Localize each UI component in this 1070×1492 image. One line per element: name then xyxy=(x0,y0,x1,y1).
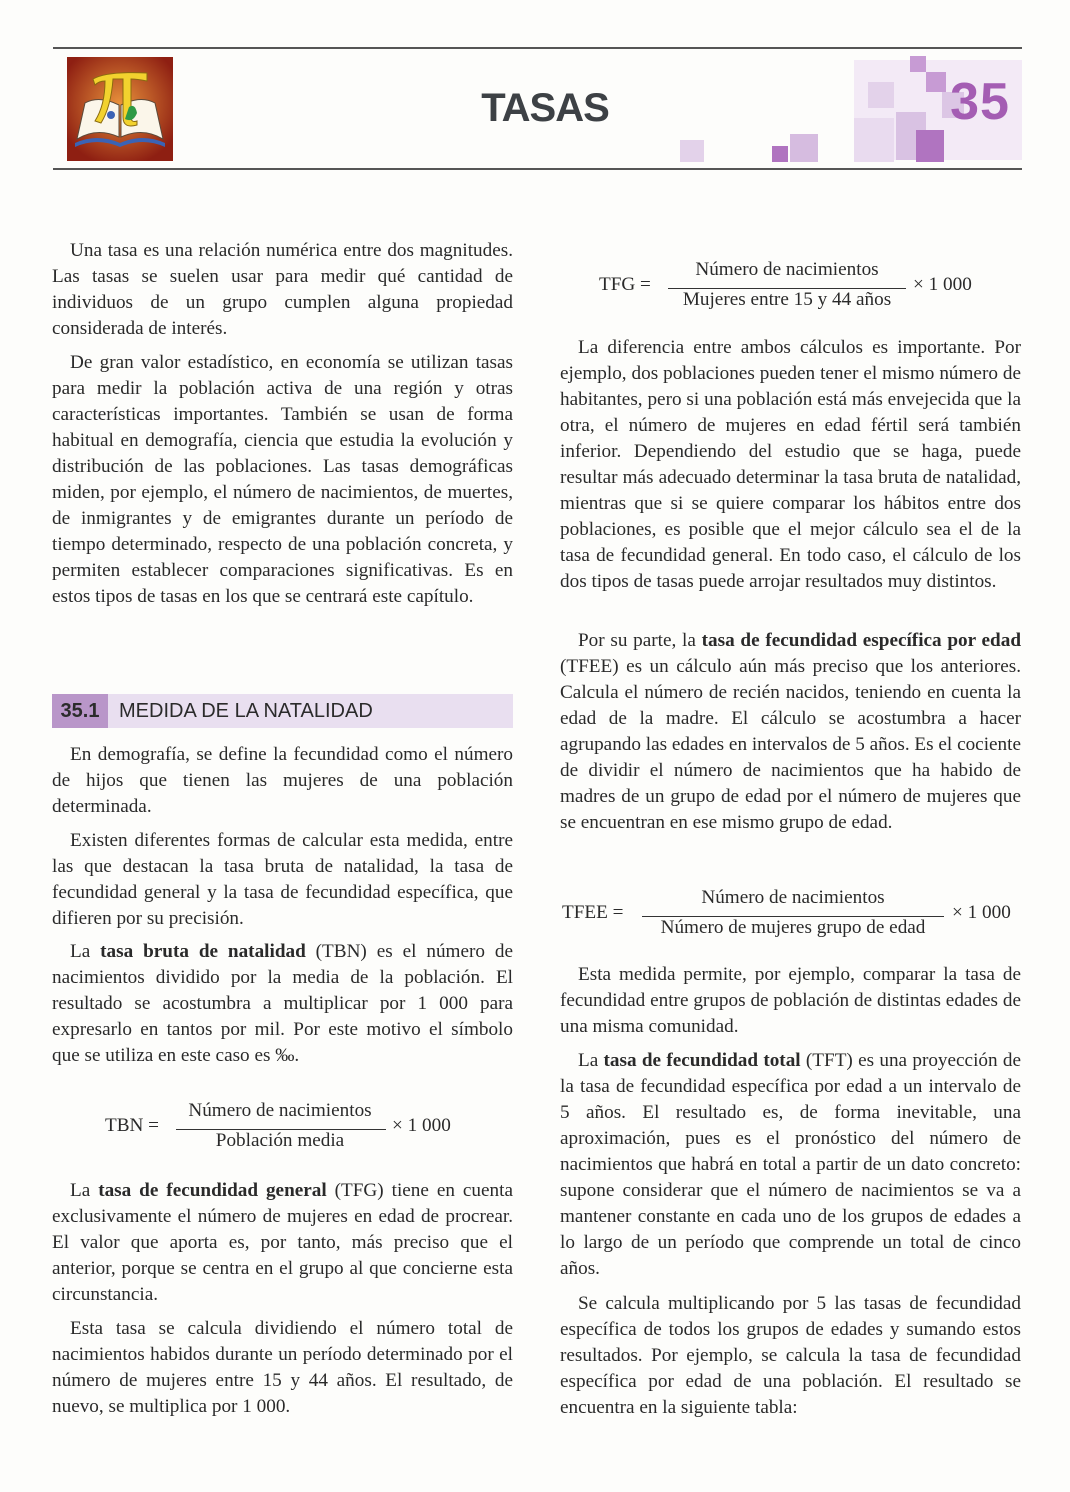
paragraph: La tasa de fecundidad total (TFT) es una proyección de la tasa de fecundidad específica por edad a un intervalo de 5 años. El resultado es, de forma inevitable, una aproximación, pues es el pronóstico del número de nacimientos que habrá en total a partir de un dato concreto: supone considerar que el número de nacimientos se va a mantener constante en cada uno de los grupos de edades a lo largo de un período que comprende un total de cinco años. xyxy=(560,1050,1021,1279)
paragraph: Esta tasa se calcula dividiendo el número total de nacimientos habidos durante un período determinado por el número de mujeres entre 15 y 44 años. El resultado, de nuevo, se multiplica por 1 000. xyxy=(52,1318,513,1417)
formula-lhs: TFEE = xyxy=(562,902,624,923)
formula-numerator: Número de nacimientos xyxy=(701,887,885,908)
formula-denominator: Número de mujeres grupo de edad xyxy=(660,917,926,938)
paragraph: Existen diferentes formas de calcular esta medida, entre las que destacan la tasa bruta de natalidad, la tasa de fecundidad general y la tasa de fecundidad específica, que difieren por su precisión. xyxy=(52,830,513,929)
section-title: MEDIDA DE LA NATALIDAD xyxy=(119,700,373,722)
paragraph: De gran valor estadístico, en economía se utilizan tasas para medir la población activa de una región y otras características importantes. También se usan de forma habitual en demografía, ciencia que estudia la evolución y distribución de las poblaciones. Las tasas demográficas miden, por ejemplo, el número de nacimientos, de muertes, de inmigrantes y de emigrantes durante un período de tiempo determinado, respecto de una población concreta, y permiten establecer comparaciones significativas. Es en estos tipos de tasas en los que se centrará este capítulo. xyxy=(52,352,513,607)
term: tasa bruta de natalidad xyxy=(100,941,306,962)
section-number: 35.1 xyxy=(52,694,108,728)
chapter-number: 35 xyxy=(950,73,1010,131)
formula-denominator: Población media xyxy=(215,1130,345,1151)
section-heading xyxy=(52,694,513,728)
chapter-title: TASAS xyxy=(481,86,609,130)
paragraph: La tasa bruta de natalidad (TBN) es el número de nacimientos dividido por la media de la población. El resultado se acostumbra a multiplicar por 1 000 para expresarlo en tantos por mil. Por este motivo el símbolo que se utiliza en este caso es ‰. xyxy=(52,941,513,1066)
paragraph: La diferencia entre ambos cálculos es importante. Por ejemplo, dos poblaciones pueden tener el mismo número de habitantes, pero si una población está más envejecida que la otra, el número de mujeres en edad fértil será también inferior. Dependiendo del estudio que se haga, puede resultar más adecuado determinar la tasa bruta de natalidad, mientras que si se quiere comparar los hábitos entre dos poblaciones, es posible que el mejor cálculo sea el de la tasa de fecundidad general. En todo caso, el cálculo de los dos tipos de tasas puede arrojar resultados muy distintos. xyxy=(560,337,1021,592)
paragraph: En demografía, se define la fecundidad como el número de hijos que tienen las mujeres de una población determinada. xyxy=(52,744,513,817)
formula-multiplier: × 1 000 xyxy=(392,1115,451,1136)
paragraph: Esta medida permite, por ejemplo, comparar la tasa de fecundidad entre grupos de población de distintas edades de una misma comunidad. xyxy=(560,964,1021,1037)
formula-multiplier: × 1 000 xyxy=(913,274,972,295)
paragraph: La tasa de fecundidad general (TFG) tiene en cuenta exclusivamente el número de mujeres en edad de procrear. El valor que aporta es, por tanto, más preciso que el anterior, porque se centra en el grupo al que concierne esta circunstancia. xyxy=(52,1180,513,1305)
formula-numerator: Número de nacimientos xyxy=(695,259,879,280)
formula-denominator: Mujeres entre 15 y 44 años xyxy=(682,289,892,310)
term: tasa de fecundidad general xyxy=(98,1180,327,1201)
formula-numerator: Número de nacimientos xyxy=(188,1100,372,1121)
formula-multiplier: × 1 000 xyxy=(952,902,1011,923)
paragraph: Por su parte, la tasa de fecundidad específica por edad (TFEE) es un cálculo aún más preciso que los anteriores. Calcula el número de recién nacidos, teniendo en cuenta la edad de la madre. El cálculo se acostumbra a hacer agrupando las edades en intervalos de 5 años. Es el cociente de dividir el número de nacimientos que ha habido de madres de un grupo de edad por el número de mujeres que se encuentran en ese mismo grupo de edad. xyxy=(560,630,1021,833)
formula-lhs: TBN = xyxy=(105,1115,159,1136)
paragraph: Se calcula multiplicando por 5 las tasas de fecundidad específica de todos los grupos de edades y sumando estos resultados. Por ejemplo, se calcula la tasa de fecundidad específica por edad de una población. El resultado se encuentra en la siguiente tabla: xyxy=(560,1293,1021,1418)
pi-book-icon xyxy=(67,57,173,161)
term: tasa de fecundidad total xyxy=(603,1050,801,1071)
formula-tfg xyxy=(560,257,1021,317)
paragraph: Una tasa es una relación numérica entre dos magnitudes. Las tasas se suelen usar para medir qué cantidad de individuos de un grupo cumplen alguna propiedad considerada de interés. xyxy=(52,240,513,339)
formula-tbn xyxy=(52,1098,513,1158)
header-top-rule xyxy=(53,47,1022,49)
formula-lhs: TFG = xyxy=(599,274,651,295)
term: tasa de fecundidad específica por edad xyxy=(701,630,1021,651)
formula-tfee xyxy=(560,885,1021,945)
header-bottom-rule xyxy=(53,168,1022,170)
